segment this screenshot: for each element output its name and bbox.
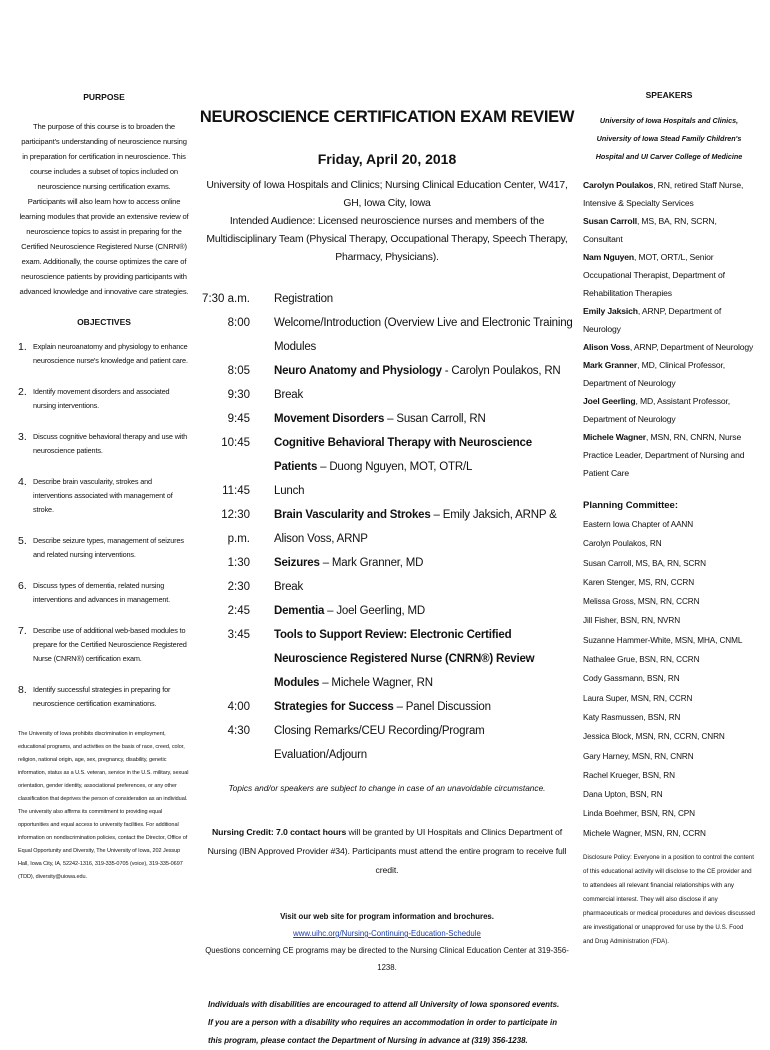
speaker-credentials: , MOT, ORT/L, Senior Occupational Therapist, Department of Rehabilitation Therapies <box>583 252 725 298</box>
left-column <box>18 90 190 884</box>
committee-member: Michele Wagner, MSN, RN, CCRN <box>583 828 706 838</box>
speaker-credentials: , ARNP, Department of Neurology <box>629 342 754 352</box>
objective-number: 2. <box>18 386 27 398</box>
schedule-time: 7:30 a.m. <box>202 293 250 305</box>
objective-item <box>18 624 190 666</box>
website-link[interactable]: www.uihc.org/Nursing-Continuing-Education-Schedule <box>293 929 481 938</box>
objective-number: 5. <box>18 535 27 547</box>
schedule-row <box>198 695 576 719</box>
session-detail: – Michele Wagner, RN <box>319 677 433 689</box>
speaker-name: Mark Granner <box>583 360 638 370</box>
session-detail: Break <box>274 389 304 401</box>
speaker-item <box>583 176 755 212</box>
schedule-time: 12:30 p.m. <box>221 509 250 545</box>
committee-member: Jessica Block, MSN, RN, CCRN, CNRN <box>583 732 725 742</box>
committee-member: Eastern Iowa Chapter of AANN <box>583 520 694 529</box>
committee-member: Carolyn Poulakos, RN <box>583 539 662 549</box>
schedule-row <box>198 431 576 479</box>
objective-text: Identify successful strategies in preparing for neuroscience certification examinations. <box>33 685 171 708</box>
speaker-name: Joel Geerling <box>583 396 636 406</box>
venue-text: University of Iowa Hospitals and Clinics; Nursing Clinical Education Center, W417, GH, Iowa City, Iowa <box>206 180 568 209</box>
schedule-session <box>274 287 576 311</box>
schedule-time: 11:45 <box>222 485 250 497</box>
schedule-row <box>198 575 576 599</box>
nondiscrimination-statement: The University of Iowa prohibits discrimination in employment, educational programs, and activities on the basis of race, creed, color, religion, national origin, age, sex, pregnancy, disability, genetic information, status as a U.S. veteran, service in the U.S. military, sexual orientation, gender identity, associational preferences, or any other classification that deprives the person of consideration as an individual. The university also affirms its commitment to providing equal opportunities and equal access to university facilities. For additional information on nondiscrimination policies, contact the Director, Office of Equal Opportunity and Diversity, The University of Iowa, 202 Jessup Hall, Iowa City, IA, 52242-1316, 319-335-0705 (voice), 319-335-0697 (TDD), diversity@uiowa.edu. <box>18 731 189 880</box>
schedule-time: 9:45 <box>227 413 250 425</box>
change-notice: Topics and/or speakers are subject to change in case of an unavoidable circumstance. <box>228 783 546 793</box>
session-title: Tools to Support Review: Electronic Certified Neuroscience Registered Nurse (CNRN®) Review Modules <box>274 629 535 689</box>
purpose-heading: PURPOSE <box>83 92 125 102</box>
speaker-item <box>583 212 755 248</box>
committee-member: Nathalee Grue, BSN, RN, CCRN <box>583 655 700 665</box>
speaker-item <box>583 248 755 302</box>
session-detail: Closing Remarks/CEU Recording/Program Evaluation/Adjourn <box>274 725 485 761</box>
objective-text: Discuss types of dementia, related nursing interventions and advances in management. <box>33 581 171 604</box>
schedule-row <box>198 407 576 431</box>
objectives-list <box>18 340 190 711</box>
schedule-row <box>198 479 576 503</box>
schedule-session <box>274 359 576 383</box>
planning-committee-heading: Planning Committee: <box>583 500 679 511</box>
committee-member: Katy Rasmussen, BSN, RN <box>583 712 681 722</box>
schedule-row <box>198 383 576 407</box>
committee-member: Cody Gassmann, BSN, RN <box>583 674 680 684</box>
objective-number: 6. <box>18 580 27 592</box>
session-title: Movement Disorders <box>274 413 385 425</box>
speaker-name: Emily Jaksich <box>583 306 638 316</box>
objective-number: 3. <box>18 431 27 443</box>
session-detail: – Susan Carroll, RN <box>384 413 486 425</box>
session-detail: Lunch <box>274 485 305 497</box>
session-title: Cognitive Behavioral Therapy with Neuroscience Patients <box>274 437 532 473</box>
schedule-row <box>198 311 576 359</box>
objective-item <box>18 430 190 458</box>
planning-committee-list <box>583 515 755 843</box>
accommodation-statement: Individuals with disabilities are encouraged to attend all University of Iowa sponsored events. If you are a person with a disability who requires an accommodation in order to participate in this program, please contact the Department of Nursing in advance at (319) 356-1238. <box>208 1000 560 1045</box>
schedule-session <box>274 575 576 599</box>
session-detail: – Joel Geerling, MD <box>324 605 425 617</box>
committee-member: Dana Upton, BSN, RN <box>583 790 663 800</box>
credit-text: will be granted by UI Hospitals and Clinics Department of Nursing (IBN Approved Provider #34). Participants must attend the entire program to receive full credit. <box>207 827 567 875</box>
schedule-row <box>198 623 576 695</box>
purpose-text: The purpose of this course is to broaden the participant's understanding of neuroscience nursing in preparation for certification in neuroscience. This course includes a subset of topics included on neuroscience nursing certification exams. Participants will also learn how to access online learning modules that provide an extensive review of neuroscience topics to assist in preparing for the Certified Neuroscience Registered Nurse (CNRN®) exam. Additionally, the course optimizes the care of neuroscience patients by providing participants with advanced knowledge and innovative care strategies. <box>19 122 189 296</box>
session-title: Neuro Anatomy and Physiology <box>274 365 442 377</box>
schedule-session <box>274 503 576 551</box>
speaker-credentials: , ARNP, Department of Neurology <box>583 306 722 334</box>
event-date: Friday, April 20, 2018 <box>317 151 457 167</box>
committee-member: Linda Boehmer, BSN, RN, CPN <box>583 809 695 819</box>
nursing-credit <box>198 823 576 880</box>
schedule-time: 10:45 <box>221 437 250 449</box>
schedule-time: 8:05 <box>227 365 250 377</box>
objective-text: Describe brain vascularity, strokes and interventions associated with management of stroke. <box>33 477 173 514</box>
credit-hours: Nursing Credit: 7.0 contact hours <box>211 827 347 837</box>
speaker-item <box>583 392 755 428</box>
committee-member: Susan Carroll, MS, BA, RN, SCRN <box>583 558 706 568</box>
schedule-time: 4:30 <box>227 725 250 737</box>
objective-number: 7. <box>18 625 27 637</box>
objective-text: Describe use of additional web-based modules to prepare for the Certified Neuroscience Registered Nurse (CNRN®) certification exam. <box>33 626 187 663</box>
committee-member: Karen Stenger, MS, RN, CCRN <box>583 577 695 587</box>
schedule-row <box>198 287 576 311</box>
schedule-row <box>198 551 576 575</box>
objective-item <box>18 579 190 607</box>
website-heading: Visit our web site for program information and brochures. <box>280 912 494 921</box>
objective-text: Describe seizure types, management of seizures and related nursing interventions. <box>33 536 184 559</box>
objectives-heading: OBJECTIVES <box>77 317 131 327</box>
audience-text: Intended Audience: Licensed neuroscience nurses and members of the Multidisciplinary Team (Physical Therapy, Occupational Therapy, Speech Therapy, Pharmacy, Physicians). <box>206 216 568 263</box>
schedule-session <box>274 383 576 407</box>
session-detail: Break <box>274 581 304 593</box>
objective-number: 4. <box>18 476 27 488</box>
objective-item <box>18 385 190 413</box>
schedule-list <box>198 287 576 767</box>
schedule-session <box>274 407 576 431</box>
session-detail: Welcome/Introduction (Overview Live and Electronic Training Modules <box>274 317 573 353</box>
schedule-time: 9:30 <box>227 389 250 401</box>
speaker-item <box>583 302 755 338</box>
objective-item <box>18 340 190 368</box>
schedule-time: 8:00 <box>227 317 250 329</box>
schedule-row <box>198 503 576 551</box>
committee-member: Laura Super, MSN, RN, CCRN <box>583 693 693 703</box>
session-title: Brain Vascularity and Strokes <box>274 509 431 521</box>
schedule-session <box>274 695 576 719</box>
committee-member: Gary Harney, MSN, RN, CNRN <box>583 751 694 761</box>
objective-text: Explain neuroanatomy and physiology to enhance neuroscience nurse's knowledge and patient care. <box>33 342 188 365</box>
disclosure-policy: Disclosure Policy: Everyone in a position to control the content of this educational activity will disclose to the CE provider and to attendees all relevant financial relationships with any commercial interest. They will also disclose if any pharmaceuticals or medical procedures and devices discussed are investigational or unapproved for use by the U.S. Food and Drug Administration (FDA). <box>583 854 755 946</box>
speaker-name: Nam Nguyen <box>583 252 635 262</box>
speakers-affiliation: University of Iowa Hospitals and Clinics, University of Iowa Stead Family Children's Hospital and UI Carver College of Medicine <box>595 116 743 161</box>
speaker-credentials: , MSN, RN, CNRN, Nurse Practice Leader, Department of Nursing and Patient Care <box>583 432 745 478</box>
schedule-session <box>274 551 576 575</box>
objective-text: Identify movement disorders and associated nursing interventions. <box>33 387 170 410</box>
committee-member: Melissa Gross, MSN, RN, CCRN <box>583 597 700 607</box>
schedule-time: 2:30 <box>227 581 250 593</box>
session-detail: Registration <box>274 293 333 305</box>
schedule-session <box>274 311 576 359</box>
session-title: Strategies for Success <box>274 701 394 713</box>
schedule-session <box>274 431 576 479</box>
objective-number: 1. <box>18 341 27 353</box>
schedule-time: 4:00 <box>227 701 250 713</box>
event-venue <box>198 177 576 267</box>
session-title: Seizures <box>274 557 320 569</box>
schedule-session <box>274 719 576 767</box>
speakers-heading: SPEAKERS <box>645 90 693 100</box>
session-detail: - Carolyn Poulakos, RN <box>441 365 561 377</box>
questions-text: Questions concerning CE programs may be directed to the Nursing Clinical Education Center at 319-356-1238. <box>205 946 569 972</box>
objective-item <box>18 683 190 711</box>
speaker-credentials: , MS, BA, RN, SCRN, Consultant <box>583 216 717 244</box>
schedule-row <box>198 359 576 383</box>
committee-member: Rachel Krueger, BSN, RN <box>583 770 675 780</box>
objective-number: 8. <box>18 684 27 696</box>
schedule-row <box>198 719 576 767</box>
objective-item <box>18 475 190 517</box>
speaker-name: Michele Wagner <box>583 432 647 442</box>
speaker-item <box>583 356 755 392</box>
objective-text: Discuss cognitive behavioral therapy and use with neuroscience patients. <box>33 432 188 455</box>
session-title: Dementia <box>274 605 325 617</box>
speaker-name: Carolyn Poulakos <box>583 180 654 190</box>
speaker-credentials: , RN, retired Staff Nurse, Intensive & Specialty Services <box>583 180 744 208</box>
schedule-session <box>274 623 576 695</box>
committee-member: Jill Fisher, BSN, RN, NVRN <box>583 616 681 626</box>
center-column <box>198 108 576 1050</box>
speaker-credentials: , MD, Assistant Professor, Department of Neurology <box>583 396 730 424</box>
committee-member: Suzanne Hammer-White, MSN, MHA, CNML <box>583 635 743 645</box>
page-title: NEUROSCIENCE CERTIFICATION EXAM REVIEW <box>199 108 575 126</box>
website-info <box>198 908 576 976</box>
speaker-name: Susan Carroll <box>583 216 637 226</box>
speaker-item <box>583 338 755 356</box>
speakers-list <box>583 176 755 482</box>
schedule-row <box>198 599 576 623</box>
speaker-name: Alison Voss <box>583 342 630 352</box>
session-detail: – Duong Nguyen, MOT, OTR/L <box>317 461 473 473</box>
schedule-time: 3:45 <box>227 629 250 641</box>
schedule-session <box>274 599 576 623</box>
schedule-session <box>274 479 576 503</box>
right-column <box>583 90 755 949</box>
schedule-time: 2:45 <box>227 605 250 617</box>
objective-item <box>18 534 190 562</box>
speaker-item <box>583 428 755 482</box>
session-detail: – Mark Granner, MD <box>319 557 424 569</box>
schedule-time: 1:30 <box>227 557 250 569</box>
speaker-credentials: , MD, Clinical Professor, Department of Neurology <box>583 360 726 388</box>
session-detail: – Panel Discussion <box>393 701 491 713</box>
session-detail: – Emily Jaksich, ARNP & Alison Voss, ARNP <box>274 509 557 545</box>
